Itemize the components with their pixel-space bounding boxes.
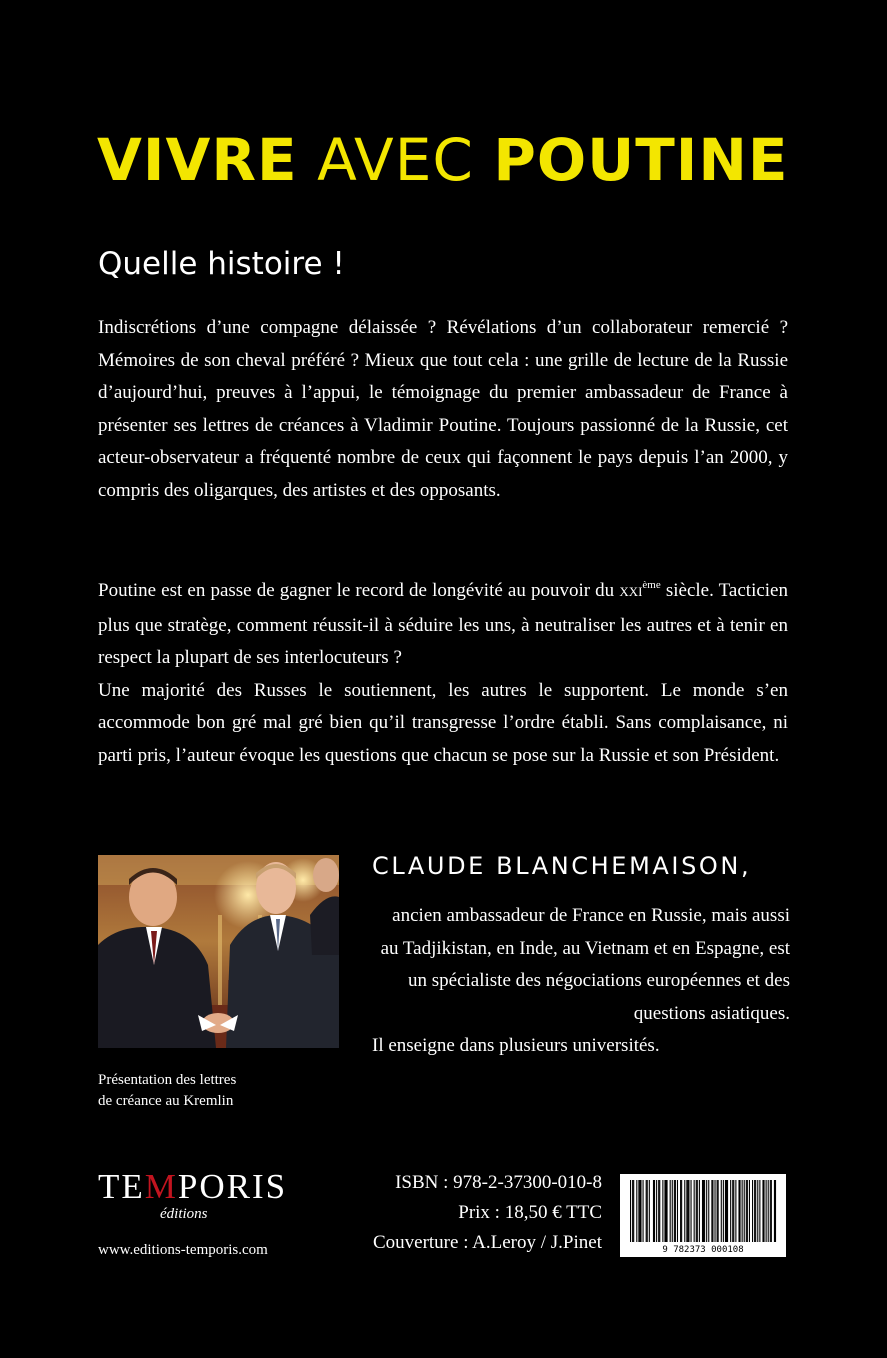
barcode-bar [675, 1180, 676, 1242]
barcode-bar [653, 1180, 654, 1242]
barcode-bar [656, 1180, 657, 1242]
barcode-bar [702, 1180, 703, 1242]
barcode-bar [664, 1180, 665, 1242]
barcode-bar [665, 1180, 666, 1242]
barcode-bar [762, 1180, 763, 1242]
kremlin-handshake-photo [98, 855, 339, 1048]
barcode-bar [633, 1180, 634, 1242]
barcode-bar [771, 1180, 772, 1242]
blurb-paragraph-1 [98, 312, 788, 507]
barcode-bar [680, 1180, 681, 1242]
barcode-bar [757, 1180, 758, 1242]
barcode-bar [749, 1180, 750, 1242]
author-bio-text: ancien ambassadeur de France en Russie, mais aussi au Tadjikistan, en Inde, au Vietnam et en Espagne, est un spécialiste des négociations européennes et des questions asiatiques. [380, 905, 790, 1024]
cover-credits: Couverture : A.Leroy / J.Pinet [372, 1232, 602, 1253]
logo-text-end: PORIS [177, 1167, 288, 1206]
barcode-bar [659, 1180, 660, 1242]
barcode-bar [735, 1180, 736, 1242]
price: Prix : 18,50 € TTC [458, 1202, 602, 1223]
barcode-bar [654, 1180, 655, 1242]
barcode-bar [677, 1180, 678, 1242]
barcode-bar [770, 1180, 771, 1242]
barcode-bar [730, 1180, 731, 1242]
barcode-bar [744, 1180, 745, 1242]
barcode-bar [718, 1180, 719, 1242]
barcode-bar [740, 1180, 741, 1242]
barcode-bar [763, 1180, 764, 1242]
barcode-bar [712, 1180, 713, 1242]
barcode-bar [725, 1180, 726, 1242]
publisher-website: www.editions-temporis.com [98, 1242, 268, 1258]
blurb-paragraph-2-rest: Une majorité des Russes le soutiennent, les autres le supportent. Le monde s’en accommode bon gré mal gré bien qu’il transgresse l’ordre établi. Sans complaisance, ni parti pris, l’auteur évoque les questions que chacun se pose sur la Russie et son Président. [98, 679, 788, 766]
barcode-bar [674, 1180, 675, 1242]
barcode-bar [667, 1180, 668, 1242]
barcode [620, 1174, 786, 1257]
barcode-bar [727, 1180, 728, 1242]
barcode-bar [687, 1180, 688, 1242]
barcode-bar [684, 1180, 685, 1242]
barcode-bar [639, 1180, 640, 1242]
isbn: ISBN : 978-2-37300-010-8 [395, 1172, 602, 1193]
barcode-bar [768, 1180, 769, 1242]
logo-text-highlight: M [144, 1167, 178, 1206]
blurb-paragraph-2 [98, 575, 788, 772]
barcode-bar [766, 1180, 767, 1242]
photo-caption-line-1: Présentation des lettres [98, 1072, 237, 1088]
barcode-bar [708, 1180, 709, 1242]
barcode-bar [711, 1180, 712, 1242]
barcode-bar [752, 1180, 753, 1242]
barcode-bar [686, 1180, 687, 1242]
barcode-bar [746, 1180, 747, 1242]
barcode-bar [636, 1180, 637, 1242]
barcode-bar [755, 1180, 756, 1242]
barcode-bar [738, 1180, 739, 1242]
barcode-bar [714, 1180, 715, 1242]
author-bio-last: Il enseigne dans plusieurs universités. [372, 1035, 660, 1056]
barcode-bar [643, 1180, 644, 1242]
barcode-digits: 9 782373 000108 [662, 1245, 744, 1255]
barcode-bar [721, 1180, 722, 1242]
barcode-bar [646, 1180, 647, 1242]
book-info [340, 1168, 602, 1258]
barcode-bar [670, 1180, 671, 1242]
barcode-bar [662, 1180, 663, 1242]
barcode-bar [706, 1180, 707, 1242]
barcode-bar [699, 1180, 700, 1242]
barcode-bar [640, 1180, 641, 1242]
barcode-bar [742, 1180, 743, 1242]
barcode-bar [649, 1180, 650, 1242]
barcode-bar [732, 1180, 733, 1242]
title-word-poutine: POUTINE [493, 126, 789, 194]
author-name: CLAUDE BLANCHEMAISON, [372, 852, 752, 880]
barcode-bar [694, 1180, 695, 1242]
barcode-bar [759, 1180, 760, 1242]
publisher-logo-sub: éditions [160, 1206, 208, 1222]
barcode-bar [774, 1180, 775, 1242]
barcode-bar [703, 1180, 704, 1242]
barcode-bar [688, 1180, 689, 1242]
photo-caption-line-2: de créance au Kremlin [98, 1093, 234, 1109]
barcode-graphic [620, 1174, 786, 1257]
barcode-bar [723, 1180, 724, 1242]
barcode-bar [754, 1180, 755, 1242]
barcode-bar [696, 1180, 697, 1242]
barcode-bar [681, 1180, 682, 1242]
barcode-bar [672, 1180, 673, 1242]
title-word-avec: AVEC [317, 126, 474, 194]
blurb-paragraph-1-text: Indiscrétions d’une compagne délaissée ? Révélations d’un collaborateur remercié ? Mémoires de son cheval préféré ? Mieux que tout cela : une grille de lecture de la Russie d’aujourd’hui, preuves à l’appui, le témoignage du premier ambassadeur de France à présenter ses lettres de créances à Vladimir Poutine. Toujours passionné de la Russie, cet acteur-observateur a fréquenté nombre de ceux qui façonnent le pays depuis l’an 2000, y compris des oligarques, des artistes et des opposants. [98, 317, 788, 501]
subtitle: Quelle histoire ! [98, 246, 345, 282]
book-title [97, 126, 857, 194]
barcode-bar [697, 1180, 698, 1242]
century-superscript: ème [642, 579, 661, 591]
century-numeral: xxi [619, 580, 643, 601]
barcode-bar [630, 1180, 631, 1242]
logo-text-start: TE [98, 1167, 145, 1206]
barcode-bar [717, 1180, 718, 1242]
barcode-bar [638, 1180, 639, 1242]
blurb-line-before: Poutine est en passe de gagner le record de longévité au pouvoir du [98, 580, 620, 601]
blurb-line-after: siècle. Tacticien plus que stratège, comment réussit-il à séduire les uns, à neutraliser les autres et à tenir en respect la plupart de ses interlocuteurs ? [98, 580, 788, 668]
barcode-bar [726, 1180, 727, 1242]
title-word-vivre: VIVRE [97, 126, 298, 194]
author-bio [372, 900, 790, 1063]
publisher-logo [98, 1168, 302, 1222]
publisher-logo-word [98, 1168, 302, 1206]
barcode-bar [632, 1180, 633, 1242]
barcode-bar [747, 1180, 748, 1242]
barcode-bar [775, 1180, 776, 1242]
barcode-bar [658, 1180, 659, 1242]
photo-illustration [98, 855, 339, 1048]
barcode-bar [733, 1180, 734, 1242]
barcode-bar [647, 1180, 648, 1242]
barcode-bar [690, 1180, 691, 1242]
photo-caption [98, 1070, 338, 1112]
barcode-bar [704, 1180, 705, 1242]
blurb-paragraph-2-first [98, 575, 788, 675]
